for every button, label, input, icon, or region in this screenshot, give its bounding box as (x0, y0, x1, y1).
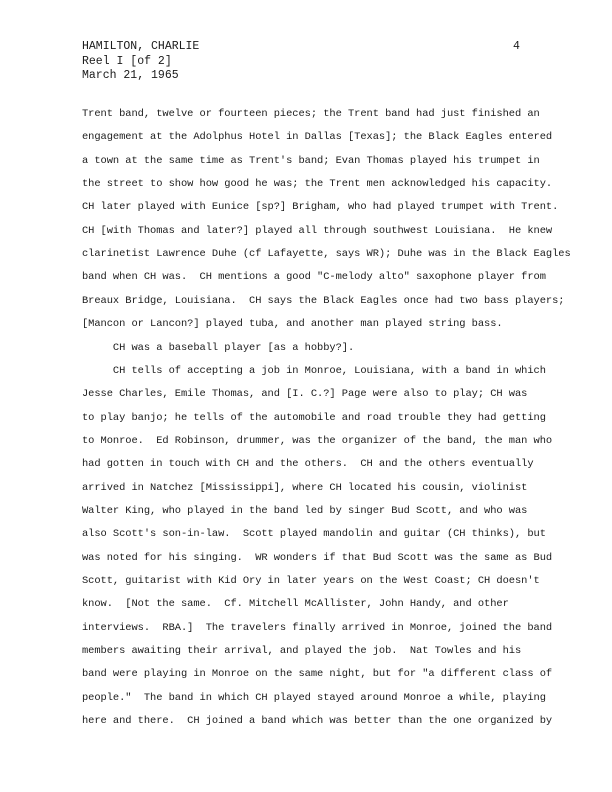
transcript-line: band when CH was. CH mentions a good "C-melody alto" saxophone player from (82, 271, 546, 284)
transcript-line: CH was a baseball player [as a hobby?]. (82, 341, 355, 354)
interview-date: March 21, 1965 (82, 69, 179, 82)
transcript-line: a town at the same time as Trent's band; Evan Thomas played his trumpet in (82, 154, 540, 167)
transcript-line: to play banjo; he tells of the automobile and road trouble they had getting (82, 411, 546, 424)
reel-label: Reel I [of 2] (82, 54, 172, 68)
transcript-line: Walter King, who played in the band led by singer Bud Scott, and who was (82, 504, 528, 517)
transcript-line: engagement at the Adolphus Hotel in Dallas [Texas]; the Black Eagles entered (82, 131, 553, 144)
transcript-line: know. [Not the same. Cf. Mitchell McAllister, John Handy, and other (82, 598, 509, 611)
page-number: 4 (513, 40, 520, 53)
transcript-line: here and there. CH joined a band which was better than the one organized by (82, 715, 553, 728)
transcript-line: to Monroe. Ed Robinson, drummer, was the organizer of the band, the man who (82, 434, 553, 447)
page-header (82, 40, 199, 84)
transcript-line: people." The band in which CH played stayed around Monroe a while, playing (82, 691, 546, 704)
transcript-line: had gotten in touch with CH and the others. CH and the others eventually (82, 458, 534, 471)
transcript-line: members awaiting their arrival, and played the job. Nat Towles and his (82, 645, 522, 658)
transcript-line: CH tells of accepting a job in Monroe, Louisiana, with a band in which (82, 364, 546, 377)
transcript-line: band were playing in Monroe on the same night, but for "a different class of (82, 668, 553, 681)
transcript-line: was noted for his singing. WR wonders if that Bud Scott was the same as Bud (82, 551, 553, 564)
transcript-line: the street to show how good he was; the Trent men acknowledged his capacity. (82, 178, 553, 191)
transcript-line: interviews. RBA.] The travelers finally arrived in Monroe, joined the band (82, 621, 553, 634)
transcript-line: Jesse Charles, Emile Thomas, and [I. C.?] Page were also to play; CH was (82, 388, 528, 401)
transcript-line: clarinetist Lawrence Duhe (cf Lafayette, says WR); Duhe was in the Black Eagles (82, 248, 571, 261)
transcript-line: CH [with Thomas and later?] played all through southwest Louisiana. He knew (82, 224, 553, 237)
transcript-line: Breaux Bridge, Louisiana. CH says the Black Eagles once had two bass players; (82, 294, 565, 307)
transcript-line: [Mancon or Lancon?] played tuba, and another man played string bass. (82, 318, 503, 331)
transcript-line: Scott, guitarist with Kid Ory in later years on the West Coast; CH doesn't (82, 575, 540, 587)
transcript-line: CH later played with Eunice [sp?] Brigham, who had played trumpet with Trent. (82, 201, 559, 214)
transcript-line: Trent band, twelve or fourteen pieces; the Trent band had just finished an (82, 108, 540, 120)
interviewee-name: HAMILTON, CHARLIE (82, 40, 200, 53)
transcript-line: arrived in Natchez [Mississippi], where CH located his cousin, violinist (82, 481, 528, 494)
transcript-line: also Scott's son-in-law. Scott played mandolin and guitar (CH thinks), but (82, 528, 546, 541)
